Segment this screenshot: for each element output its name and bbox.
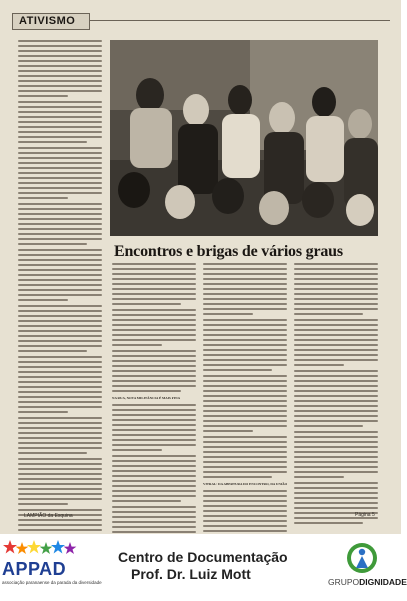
rainbow-stars-icon	[4, 539, 84, 559]
meeting-photo-graphic	[110, 40, 378, 236]
publication-name: LAMPIÃO da Esquina	[24, 513, 73, 519]
appad-logo-text: APPAD	[2, 559, 67, 579]
dignidade-logo-text-part2: DIGNIDADE	[359, 577, 407, 587]
archive-title-line-2: Prof. Dr. Luiz Mott	[131, 566, 251, 582]
subhead-1: NA RUA, NOVA MILITÂNCIA É MAIS FINA	[112, 396, 181, 400]
section-label-box	[12, 13, 90, 30]
subhead-2: VITRAL: DA ABERTURA DO ENCONTRO, DA UNIÃO	[203, 482, 288, 486]
section-label: ATIVISMO	[19, 15, 76, 27]
dignidade-logo-icon	[345, 541, 379, 575]
meeting-photo	[110, 40, 378, 236]
page-number: Página 5	[355, 512, 375, 518]
text-column-3	[203, 263, 287, 546]
appad-subtitle: associação paranaense da parada da diversidade	[2, 580, 102, 585]
article-headline: Encontros e brigas de vários graus	[114, 243, 343, 260]
dignidade-logo-text-part1: GRUPO	[328, 577, 360, 587]
text-column-4	[294, 263, 378, 528]
dignidade-logo-text	[328, 577, 407, 587]
archive-title-line-1: Centro de Documentação	[118, 549, 288, 565]
header-rule	[90, 20, 390, 21]
